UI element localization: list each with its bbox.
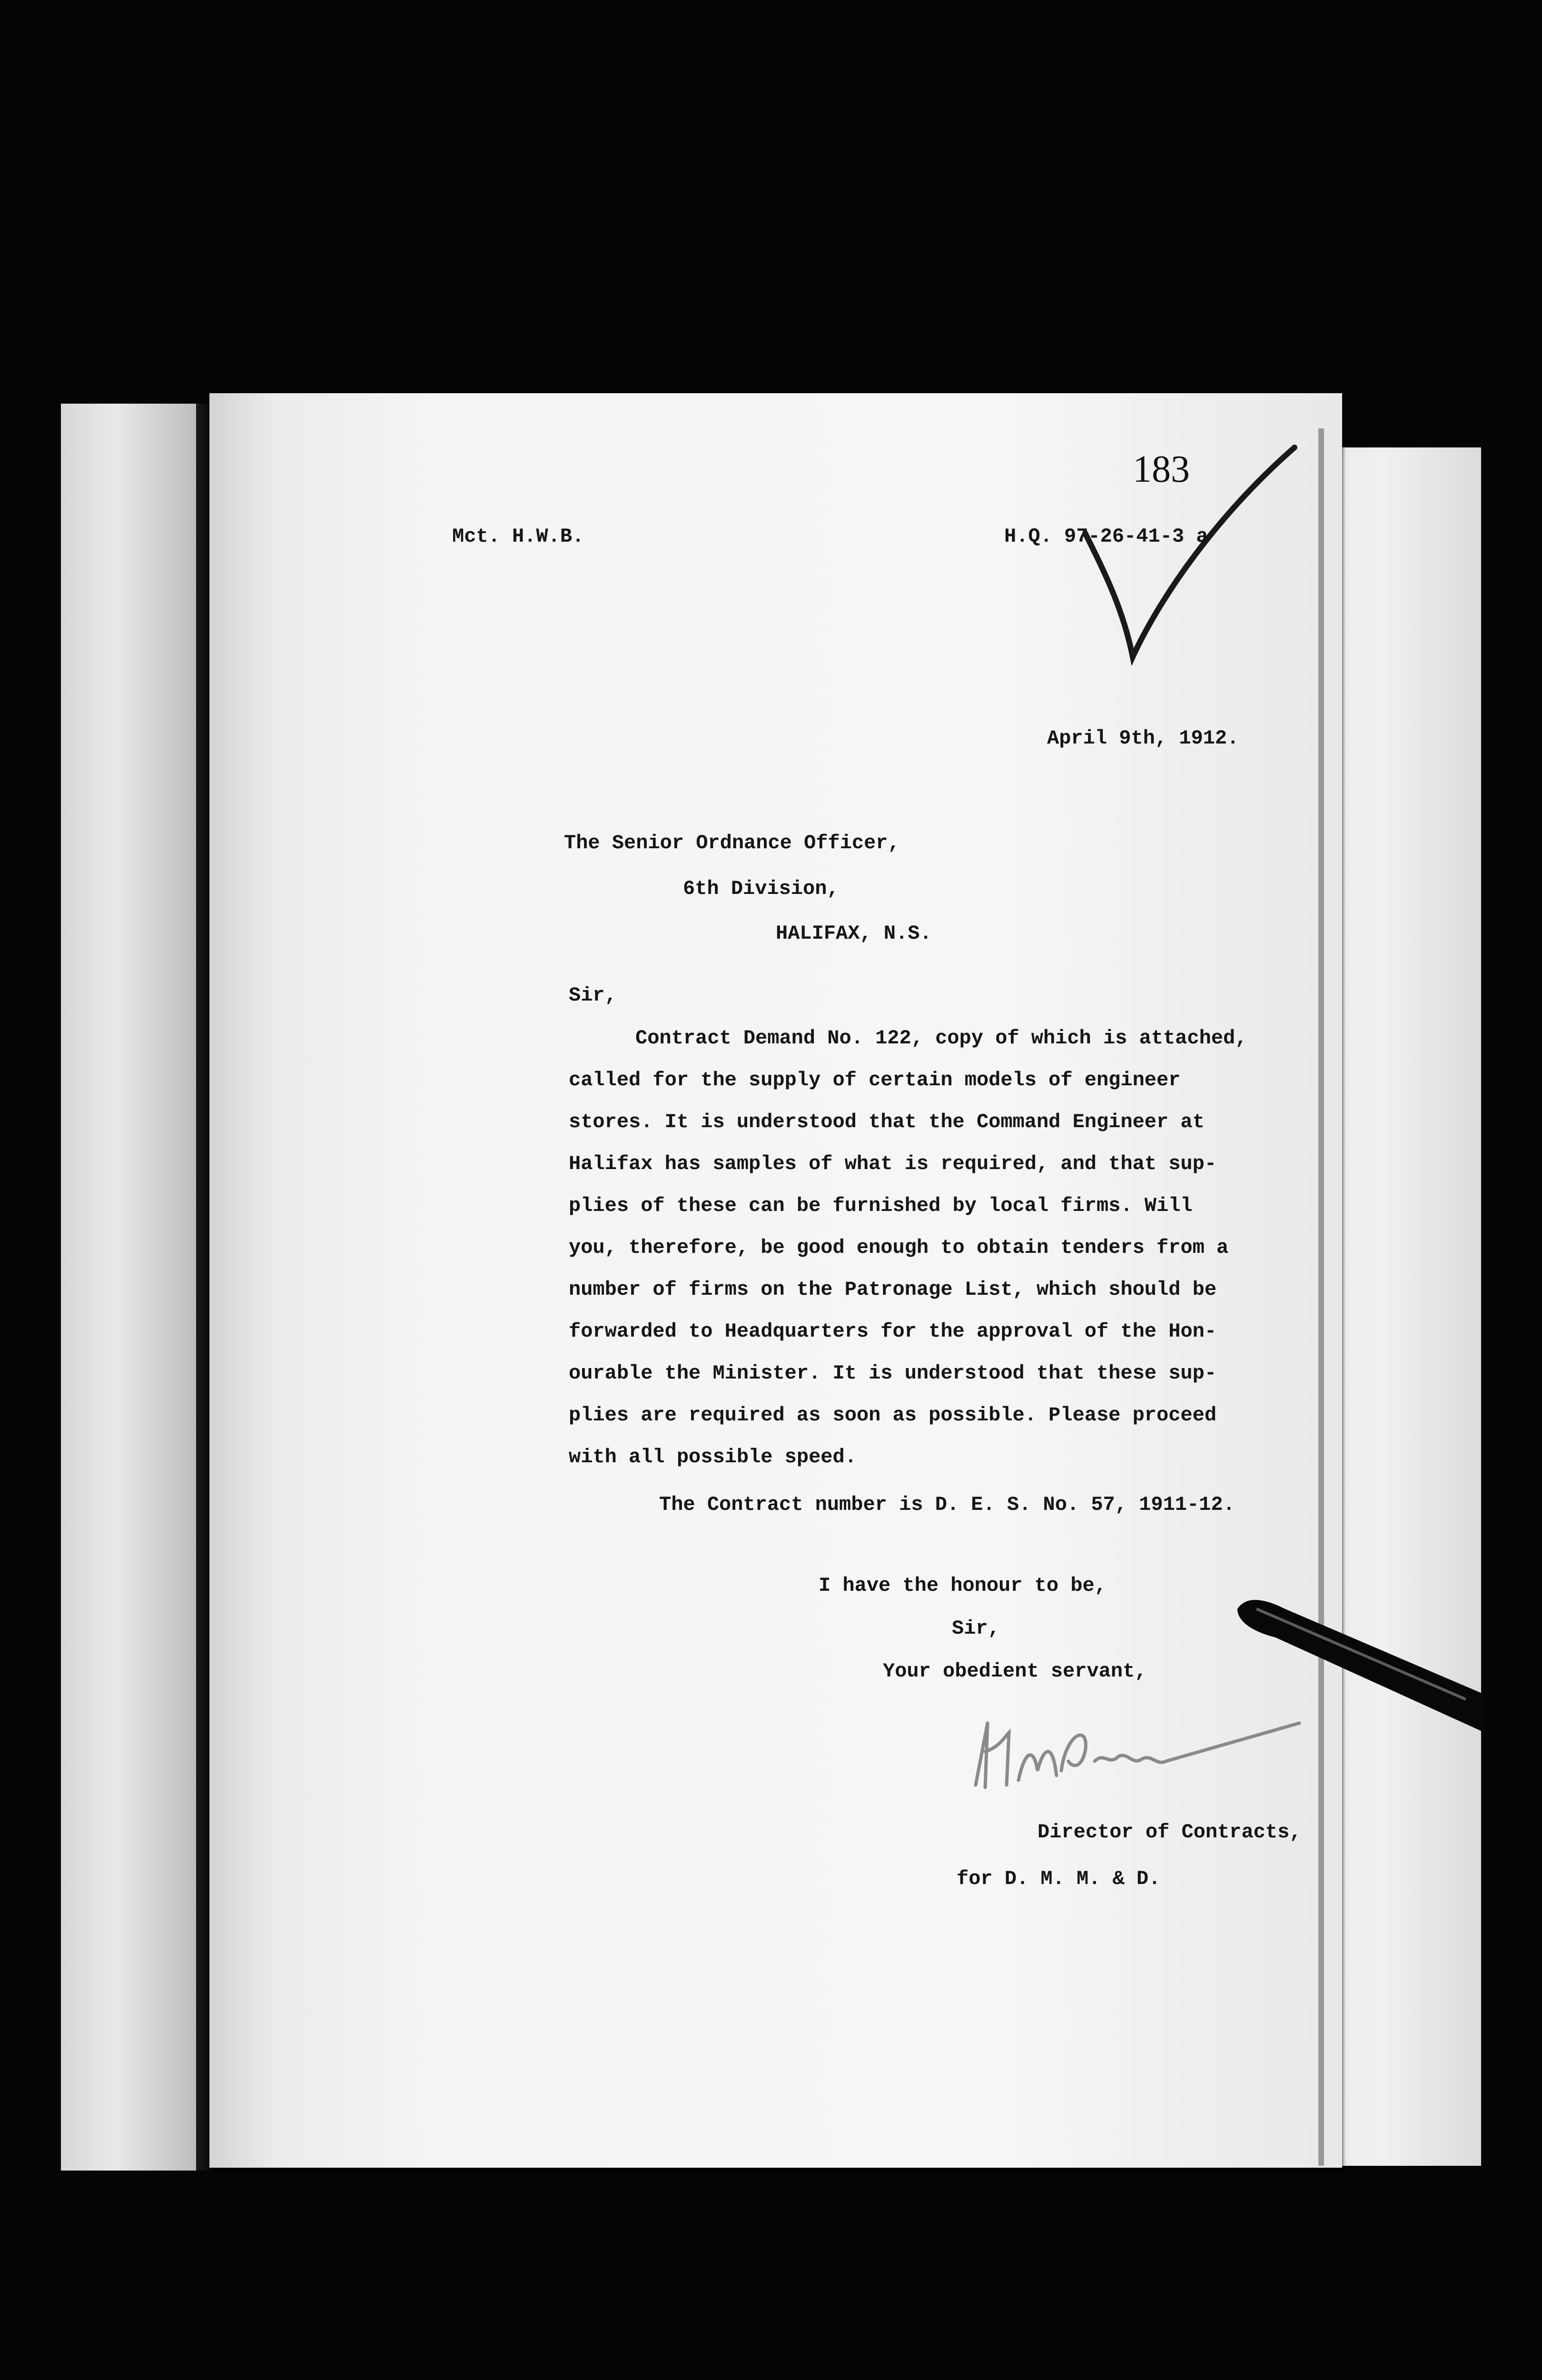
checkmark-icon: [1076, 438, 1299, 685]
closing-line: Your obedient servant,: [883, 1660, 1147, 1683]
body-line: ourable the Minister. It is understood that these sup-: [569, 1362, 1217, 1385]
signer-title: Director of Contracts,: [1038, 1821, 1302, 1844]
recipient-line: The Senior Ordnance Officer,: [564, 832, 900, 854]
page-edge: [1318, 428, 1324, 2166]
body-line: with all possible speed.: [569, 1446, 857, 1468]
closing-line: Sir,: [952, 1617, 1000, 1640]
reference-left: Mct. H.W.B.: [452, 525, 584, 548]
previous-page-strip: [61, 404, 196, 2171]
recipient-line: 6th Division,: [683, 877, 839, 900]
body-line: called for the supply of certain models of engineer: [569, 1069, 1181, 1091]
recipient-line: HALIFAX, N.S.: [776, 922, 932, 945]
body-line: Contract Demand No. 122, copy of which is attached,: [635, 1027, 1247, 1050]
letter-date: April 9th, 1912.: [1047, 727, 1239, 750]
body-line: you, therefore, be good enough to obtain tenders from a: [569, 1236, 1229, 1259]
body-line: plies of these can be furnished by local firms. Will: [569, 1194, 1193, 1217]
reference-right: H.Q. 97-26-41-3 a: [1004, 525, 1208, 548]
pen-tip: [1228, 1580, 1485, 1752]
body-line: Halifax has samples of what is required, and that sup-: [569, 1152, 1217, 1175]
body-line: stores. It is understood that the Command Engineer at: [569, 1111, 1205, 1133]
signer-for: for D. M. M. & D.: [957, 1867, 1161, 1890]
salutation: Sir,: [569, 984, 617, 1007]
body-line: forwarded to Headquarters for the approval of the Hon-: [569, 1320, 1217, 1343]
body-line: number of firms on the Patronage List, which should be: [569, 1278, 1217, 1301]
contract-number-line: The Contract number is D. E. S. No. 57, 1911-12.: [659, 1493, 1235, 1516]
closing-line: I have the honour to be,: [819, 1574, 1107, 1597]
body-line: plies are required as soon as possible. Please proceed: [569, 1404, 1217, 1427]
folio-number: 183: [1133, 448, 1190, 490]
